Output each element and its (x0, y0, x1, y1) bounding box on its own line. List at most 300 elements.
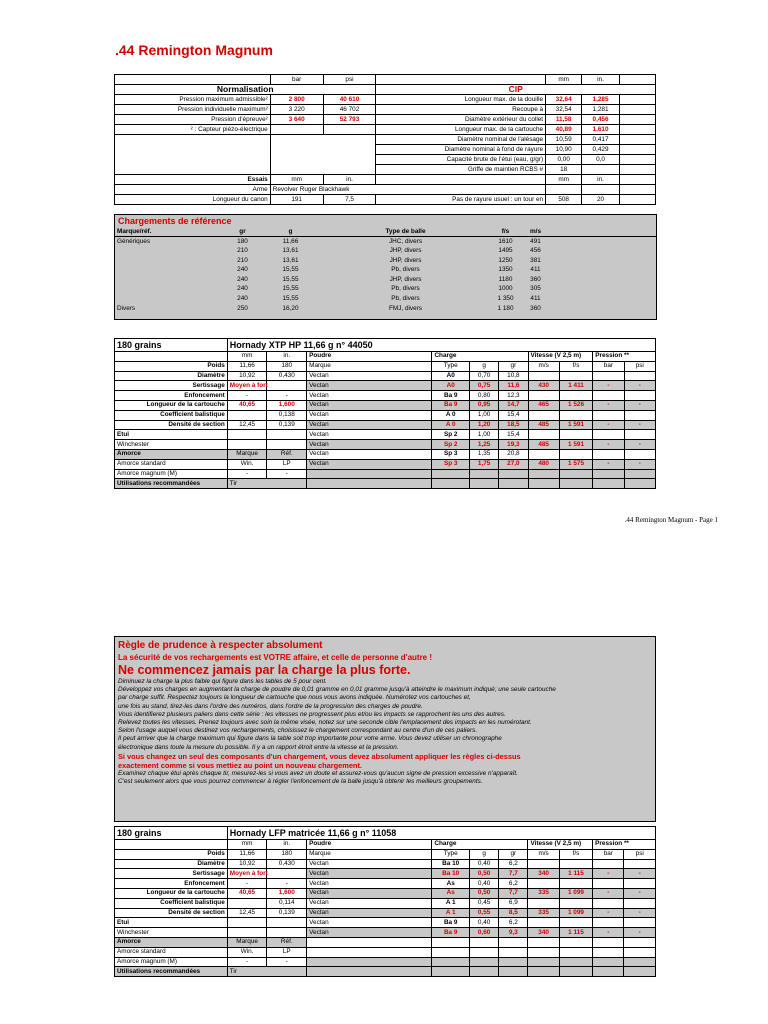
empty-cell (432, 967, 470, 977)
pressure-bar (593, 918, 624, 928)
load-left-b: 180 (267, 361, 307, 371)
cip-in: 0,0 (582, 155, 620, 165)
empty-cell (619, 105, 655, 115)
safety-warning-box (114, 636, 656, 822)
velocity-ms: 485 (528, 420, 559, 430)
load-left-b: - (267, 391, 307, 401)
load-cell: 15,55 (282, 294, 299, 302)
load-left-b: 0,139 (267, 908, 307, 918)
reference-load-row (115, 304, 657, 314)
empty-cell (432, 469, 470, 479)
charge-g (469, 947, 498, 957)
powder-brand: Vectan (307, 888, 432, 898)
load-cell: 1 350 (497, 294, 514, 302)
load-left-label: Densité de section (115, 420, 228, 430)
pressure-label: Pression individuelle maximum² (115, 105, 271, 115)
powder-brand: Vectan (307, 449, 432, 459)
load-left-a: 11,66 (227, 361, 267, 371)
magnum-primer-ref: - (267, 469, 307, 479)
load-table-lfp (114, 826, 656, 977)
powder-type: Ba 9 (432, 391, 470, 401)
primer-brand-heading: Marque (227, 937, 267, 947)
empty-cell (624, 957, 656, 967)
load-row (115, 400, 656, 410)
arme-label: Arme (115, 185, 271, 195)
bullet-heading: Hornady XTP HP 11,66 g n° 44050 (227, 339, 655, 352)
reference-load-row (115, 294, 657, 304)
charge-gr: 12,3 (499, 391, 528, 401)
velocity-fs (559, 879, 592, 889)
gr-heading: gr (499, 361, 528, 371)
warning-line: électronique dans toute la mesure du possible. Il y a un rapport étroit entre la vitesse et la pression. (118, 743, 399, 751)
rayure-label: Pas de rayure usuel : un tour en (376, 195, 546, 205)
empty-cell (619, 125, 655, 135)
usage-label: Utilisations recommandées (115, 967, 228, 977)
warning-line: Relevez toutes les vitesses. Prenez toujours avec soin la même visée, notez sur une seconde cible l'emplacement des impacts en les numérotant. (118, 719, 532, 727)
load-left-label: Coefficient balistique (115, 410, 228, 420)
cip-mm: 0,00 (546, 155, 582, 165)
cip-in: 1,610 (582, 125, 620, 135)
pressure-psi (624, 898, 656, 908)
load-cell: 11,66 (282, 237, 299, 245)
load-row (115, 888, 656, 898)
pressure-psi: 52 793 (323, 115, 376, 125)
load-table-xtp (114, 338, 656, 489)
usage-label: Utilisations recommandées (115, 479, 228, 489)
load-left-b (267, 869, 307, 879)
warning-line: une fois au stand, tirez-les dans l'ordre des numéros, dans l'ordre de la progression des charges de poudre. (118, 702, 423, 710)
load-row (115, 908, 656, 918)
load-cell: 1250 (498, 256, 513, 264)
empty-cell (267, 430, 307, 440)
empty-cell (551, 285, 657, 295)
load-row (115, 859, 656, 869)
powder-brand: Vectan (307, 879, 432, 889)
velocity-fs: 1 115 (559, 869, 592, 879)
load-row (115, 459, 656, 469)
warning-line: Examinez chaque étui après chaque tir, mesurez-les si vous avez un doute et assurez-vous qu'aucun signe de pression excessive n'apparaît. (118, 769, 518, 777)
load-left-b: 0,430 (267, 859, 307, 869)
pressure-psi: 46 702 (323, 105, 376, 115)
type-heading: Type (432, 361, 470, 371)
velocity-fs: 1 411 (559, 381, 592, 391)
case-brand: Winchester (115, 928, 228, 938)
case-brand: Winchester (115, 440, 228, 450)
velocity-heading: Vitesse (V 2,5 m) (528, 840, 593, 850)
powder-type: Sp 2 (432, 440, 470, 450)
velocity-ms (528, 918, 559, 928)
pressure-bar (270, 135, 323, 145)
pressure-psi (323, 125, 376, 135)
load-cell: 1350 (498, 266, 513, 274)
load-cell (115, 246, 225, 256)
powder-type: Sp 2 (432, 430, 470, 440)
velocity-ms: 340 (528, 928, 559, 938)
column-header: Marque/réf. (115, 227, 225, 237)
load-left-a: - (227, 879, 267, 889)
velocity-fs: 1 575 (559, 459, 592, 469)
pressure-psi (624, 430, 655, 440)
cip-label: Recoupe à (376, 105, 546, 115)
charge-heading: Charge (432, 840, 528, 850)
empty-cell (528, 479, 559, 489)
powder-brand (307, 947, 432, 957)
empty-cell (551, 265, 657, 275)
load-row (115, 869, 656, 879)
unit-mm: mm (227, 840, 267, 850)
load-header-row (115, 827, 656, 840)
pressure-bar (593, 879, 624, 889)
load-row (115, 928, 656, 938)
load-cell: 210 (237, 256, 248, 264)
warning-instructions (118, 678, 652, 752)
charge-gr: 27,0 (499, 459, 528, 469)
warning-line: Selon l'usage auquel vous destinez vos rechargements, choisissez le chargement correspondant au centre d'un de ces paliers. (118, 727, 478, 735)
powder-type: Ba 9 (432, 928, 470, 938)
load-cell: JHP, divers (389, 246, 422, 254)
load-header-row (115, 339, 656, 352)
column-header: Type de balle (321, 227, 491, 237)
empty-cell (593, 479, 624, 489)
load-left-a (227, 410, 267, 420)
g-heading: g (469, 849, 498, 859)
load-row (115, 849, 656, 859)
velocity-fs (559, 410, 592, 420)
load-cell: 240 (237, 275, 248, 283)
empty-cell (619, 165, 655, 175)
reference-load-row (115, 265, 657, 275)
powder-type: Ba 9 (432, 400, 470, 410)
charge-g: 0,50 (469, 888, 498, 898)
pressure-psi: - (624, 420, 655, 430)
load-left-label: Longueur de la cartouche (115, 888, 228, 898)
empty-cell (499, 967, 528, 977)
velocity-ms (528, 898, 559, 908)
velocity-ms: 485 (528, 440, 559, 450)
pressure-bar: - (593, 381, 624, 391)
cip-label: Longueur max. de la douille (376, 95, 546, 105)
pressure-psi (323, 145, 376, 155)
unit-in: in. (582, 75, 620, 85)
load-cell: Génériques (117, 237, 151, 245)
load-cell (115, 285, 225, 295)
pressure-psi (624, 947, 656, 957)
powder-brand: Vectan (307, 898, 432, 908)
velocity-ms: 465 (528, 400, 559, 410)
cip-mm: 10,59 (546, 135, 582, 145)
pressure-label (115, 155, 271, 165)
unit-in: in. (267, 840, 307, 850)
usage-value: Tir (227, 479, 306, 489)
reference-load-row (115, 275, 657, 285)
charge-gr: 9,3 (499, 928, 528, 938)
document-title: .44 Remington Magnum (115, 42, 273, 58)
pressure-psi (624, 449, 655, 459)
velocity-fs (559, 937, 592, 947)
velocity-fs: 1 099 (559, 908, 592, 918)
charge-g: 1,25 (470, 440, 499, 450)
page-2 (0, 512, 768, 1024)
powder-brand (307, 937, 432, 947)
pressure-psi (323, 135, 376, 145)
primer-ref-heading: Réf. (267, 937, 307, 947)
empty-cell (559, 957, 592, 967)
cip-mm: 11,58 (546, 115, 582, 125)
pressure-psi: - (624, 400, 655, 410)
column-header: f/s (491, 227, 521, 237)
empty-cell (551, 227, 657, 237)
bar-heading: bar (593, 361, 624, 371)
load-cell: Pb, divers (391, 285, 420, 293)
load-left-label: Enfoncement (115, 879, 228, 889)
pressure-heading: Pression ** (593, 352, 656, 362)
load-left-a: 40,65 (227, 400, 267, 410)
warning-instructions-2 (118, 770, 652, 786)
load-left-a: 40,65 (227, 888, 267, 898)
primer-brand-heading: Marque (227, 449, 267, 459)
cip-in: 1,285 (582, 95, 620, 105)
powder-type: As (432, 888, 470, 898)
load-left-a: Moyen à fort (227, 381, 267, 391)
load-left-b: 1,600 (267, 888, 307, 898)
load-cell: 1610 (498, 237, 513, 245)
warning-line: Vous identifierez plusieurs paliers dans cette série : les vitesses ne progressent plus et/ou les impacts se rapprochent les uns des autres. (118, 710, 506, 718)
empty-cell (593, 967, 624, 977)
velocity-fs (559, 391, 592, 401)
pressure-bar (593, 449, 624, 459)
pressure-bar: - (593, 888, 624, 898)
pressure-bar (270, 125, 323, 135)
reference-load-row (115, 246, 657, 256)
cip-label: Diamètre extérieur du collet (376, 115, 546, 125)
load-cell (115, 294, 225, 304)
empty-cell (551, 304, 657, 314)
reference-loads-title: Chargements de référence (118, 216, 232, 226)
load-cell: 250 (237, 304, 248, 312)
empty-cell (593, 469, 624, 479)
type-heading: Type (432, 849, 470, 859)
load-left-label: Densité de section (115, 908, 228, 918)
charge-g: 1,00 (470, 430, 499, 440)
load-cell: 360 (530, 275, 541, 283)
pressure-psi: - (624, 459, 655, 469)
empty-cell (559, 469, 592, 479)
pressure-label (115, 165, 271, 175)
charge-g: 0,40 (469, 859, 498, 869)
warning-rule-a: Si vous changez un seul des composants d'un chargement, vous devez absolument appliquer les règles ci-dessus (118, 751, 521, 761)
pressure-bar (593, 391, 624, 401)
warning-line: Développez vos charges en augmentant la charge de poudre de 0,01 gramme en 0,01 gramme jusqu'à atteindre le maximum indiqué; une seule cartouche (118, 686, 556, 694)
load-cell: 15,55 (282, 266, 299, 274)
warning-line: Il peut arriver que la charge maximum qui figure dans la table soit trop importante pour votre arme. Vous devez utiliser un chronographe (118, 735, 502, 743)
cip-in (582, 165, 620, 175)
pressure-psi: - (624, 381, 655, 391)
velocity-fs (559, 898, 592, 908)
pressure-psi: - (624, 928, 656, 938)
charge-gr (499, 937, 528, 947)
cip-in: 1,281 (582, 105, 620, 115)
magnum-primer-brand: - (227, 469, 267, 479)
reference-load-row (115, 237, 657, 247)
velocity-fs (559, 449, 592, 459)
page-footer: .44 Remington Magnum - Page 1 (624, 516, 718, 524)
powder-type: A0 (432, 381, 470, 391)
velocity-fs: 1 526 (559, 400, 592, 410)
load-left-b: - (267, 879, 307, 889)
charge-gr: 6,9 (499, 898, 528, 908)
load-left-b: 0,138 (267, 410, 307, 420)
charge-g: 0,70 (470, 371, 499, 381)
charge-g: 0,40 (469, 918, 498, 928)
pressure-psi: 40 610 (323, 95, 376, 105)
fs-heading: f/s (559, 849, 592, 859)
empty-cell (227, 928, 267, 938)
reference-load-row (115, 285, 657, 295)
empty-cell (227, 430, 267, 440)
charge-gr: 15,4 (499, 430, 528, 440)
powder-brand: Vectan (307, 400, 432, 410)
load-left-label: Coefficient balistique (115, 898, 228, 908)
pressure-bar: - (593, 869, 624, 879)
empty-cell (551, 294, 657, 304)
pressure-label: ² : Capteur piézo-électrique (115, 125, 271, 135)
velocity-ms (528, 410, 559, 420)
powder-brand: Vectan (307, 908, 432, 918)
load-cell: 16,20 (282, 304, 299, 312)
load-row (115, 449, 656, 459)
column-header: gr (225, 227, 261, 237)
velocity-ms (528, 391, 559, 401)
pressure-bar: - (593, 459, 624, 469)
empty-cell (619, 145, 655, 155)
normalisation-row (115, 95, 656, 105)
charge-g: 0,75 (470, 381, 499, 391)
canon-in: 7,5 (323, 195, 376, 205)
load-row (115, 947, 656, 957)
load-label-row (115, 840, 656, 850)
cip-in: 0,417 (582, 135, 620, 145)
usage-value: Tir (227, 967, 306, 977)
empty-cell (551, 237, 657, 247)
load-left-b: 180 (267, 849, 307, 859)
g-heading: g (470, 361, 499, 371)
standard-primer-ref: LP (267, 947, 307, 957)
empty-cell (267, 440, 307, 450)
charge-g: 0,60 (469, 928, 498, 938)
standard-primer-brand: Win. (227, 947, 267, 957)
load-cell: 15,55 (282, 275, 299, 283)
load-left-label: Diamètre (115, 371, 228, 381)
load-left-b: 0,114 (267, 898, 307, 908)
load-cell: Divers (117, 304, 136, 312)
primer-label: Amorce (115, 449, 228, 459)
load-row (115, 479, 656, 489)
ms-heading: m/s (528, 849, 559, 859)
primer-ref-heading: Réf. (267, 449, 307, 459)
grains-heading: 180 grains (115, 827, 228, 840)
powder-brand: Vectan (307, 371, 432, 381)
empty-cell (307, 469, 432, 479)
load-cell: 13,61 (282, 246, 299, 254)
charge-g: 0,50 (469, 869, 498, 879)
pressure-bar (270, 155, 323, 165)
empty-cell (559, 479, 592, 489)
load-row (115, 469, 656, 479)
marque-heading: Marque (307, 849, 432, 859)
pressure-bar (593, 947, 624, 957)
etui-label: Etui (115, 918, 228, 928)
load-cell: FMJ, divers (388, 304, 423, 312)
charge-g (469, 937, 498, 947)
pressure-bar: 3 640 (270, 115, 323, 125)
velocity-fs: 1 099 (559, 888, 592, 898)
load-cell: 210 (237, 246, 248, 254)
bullet-heading: Hornady LFP matricée 11,66 g n° 11058 (227, 827, 655, 840)
rayure-in: 20 (582, 195, 620, 205)
load-cell: 1000 (498, 285, 513, 293)
charge-gr: 6,2 (499, 879, 528, 889)
pressure-bar: - (593, 440, 624, 450)
charge-g: 1,00 (470, 410, 499, 420)
pressure-bar (270, 145, 323, 155)
velocity-fs (559, 430, 592, 440)
pressure-bar (593, 371, 624, 381)
charge-gr: 19,3 (499, 440, 528, 450)
empty-cell (499, 957, 528, 967)
charge-g: 1,75 (470, 459, 499, 469)
velocity-ms: 480 (528, 459, 559, 469)
charge-g: 0,40 (469, 879, 498, 889)
empty-cell (551, 256, 657, 266)
empty-cell (307, 479, 432, 489)
empty-cell (619, 135, 655, 145)
empty-cell (267, 918, 307, 928)
load-row (115, 361, 656, 371)
reference-load-row (115, 256, 657, 266)
cip-mm: 18 (546, 165, 582, 175)
load-left-label: Poids (115, 849, 228, 859)
cip-heading: CIP (376, 85, 656, 95)
charge-g: 0,55 (469, 908, 498, 918)
magnum-primer-label: Amorce magnum (M) (115, 957, 228, 967)
column-header: m/s (521, 227, 551, 237)
load-row (115, 937, 656, 947)
velocity-ms: 335 (528, 908, 559, 918)
pressure-bar (593, 898, 624, 908)
empty-cell (528, 967, 559, 977)
powder-heading: Poudre (307, 840, 432, 850)
velocity-ms: 340 (528, 869, 559, 879)
load-row (115, 391, 656, 401)
charge-gr: 6,2 (499, 918, 528, 928)
empty-cell (499, 479, 528, 489)
powder-brand: Vectan (307, 869, 432, 879)
standard-primer-label: Amorce standard (115, 947, 228, 957)
powder-type: A 0 (432, 420, 470, 430)
empty-cell (619, 155, 655, 165)
pressure-label: Pression maximum admissible² (115, 95, 271, 105)
load-left-label: Longueur de la cartouche (115, 400, 228, 410)
powder-heading: Poudre (307, 352, 432, 362)
load-row (115, 957, 656, 967)
powder-brand: Vectan (307, 459, 432, 469)
velocity-ms (528, 937, 559, 947)
pressure-psi (323, 165, 376, 175)
psi-heading: psi (624, 849, 656, 859)
load-cell: 1495 (498, 246, 513, 254)
warning-line: C'est seulement alors que vous pourrez commencer à régler l'enfoncement de la balle jusqu'à obtenir les meilleurs groupements. (118, 778, 483, 786)
empty-cell (227, 440, 267, 450)
